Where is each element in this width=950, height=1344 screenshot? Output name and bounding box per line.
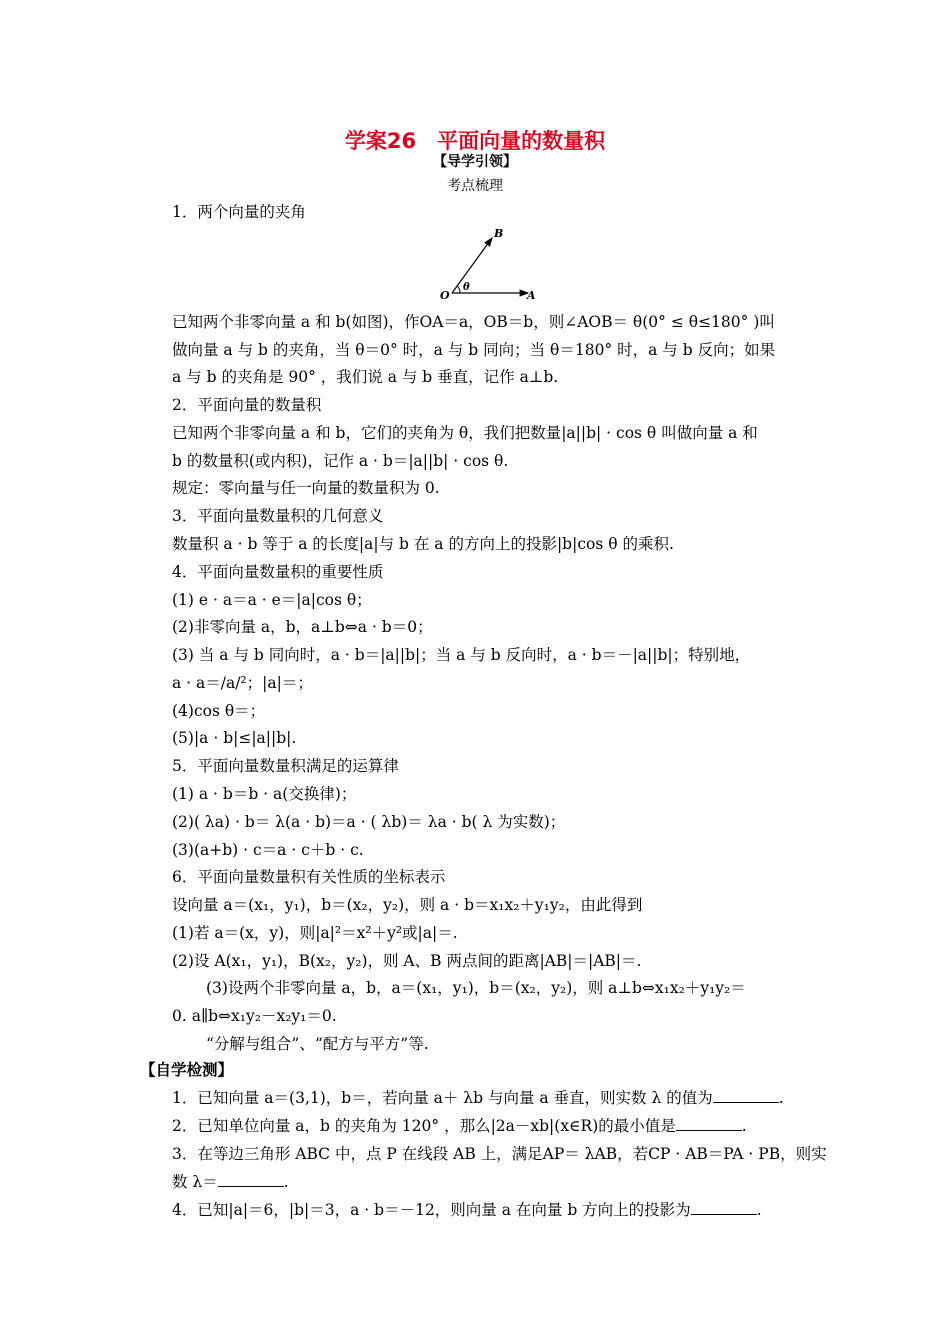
question-2-text: 2．已知单位向量 a，b 的夹角为 120° ，那么|2a－xb|(x∈R)的最小值是 — [172, 1117, 676, 1135]
prop-5: (5)|a · b|≤|a||b|. — [172, 729, 297, 747]
para-1-line-3: a 与 b 的夹角是 90° ，我们说 a 与 b 垂直，记作 a⊥b. — [172, 368, 559, 386]
coord-2: (2)设 A(x₁，y₁)，B(x₂，y₂)，则 A、B 两点间的距离|AB|＝|AB|＝. — [172, 952, 642, 970]
question-3-line-1: 3．在等边三角形 ABC 中，点 P 在线段 AB 上，满足AP＝ λAB，若CP · AB＝PA · PB，则实 — [172, 1145, 827, 1163]
answer-blank-2[interactable] — [676, 1116, 742, 1131]
prop-4: (4)cos θ＝； — [172, 702, 266, 720]
para-1-line-1: 已知两个非零向量 a 和 b(如图)，作OA＝a，OB＝b，则∠AOB＝ θ(0° ≤ θ≤180° )叫 — [172, 313, 775, 331]
method-note: “分解与组合”、“配方与平方”等. — [206, 1035, 429, 1053]
prop-1: (1) e · a＝a · e＝|a|cos θ； — [172, 591, 372, 609]
vector-ob — [452, 238, 492, 293]
item-3-heading: 3．平面向量数量积的几何意义 — [172, 507, 384, 525]
item-4-heading: 4．平面向量数量积的重要性质 — [172, 563, 384, 581]
item-1-heading: 1．两个向量的夹角 — [172, 203, 306, 221]
question-3-text: 数 λ＝ — [172, 1173, 218, 1191]
para-2-rule: 规定：零向量与任一向量的数量积为 0. — [172, 479, 440, 497]
question-4: 4．已知|a|＝6，|b|＝3，a · b＝－12，则向量 a 在向量 b 方向上的投影为 . — [172, 1201, 762, 1219]
answer-blank-3[interactable] — [218, 1172, 284, 1187]
label-o: O — [440, 289, 450, 302]
para-1-line-2: 做向量 a 与 b 的夹角，当 θ＝0° 时，a 与 b 同向；当 θ＝180° 时，a 与 b 反向；如果 — [172, 341, 776, 359]
coord-intro: 设向量 a＝(x₁，y₁)，b＝(x₂，y₂)，则 a · b＝x₁x₂＋y₁y₂，由此得到 — [172, 896, 643, 914]
guide-heading: 【导学引领】 — [433, 154, 517, 170]
coord-3-line-2: 0. a∥b⇔x₁y₂－x₂y₁＝0. — [172, 1007, 337, 1025]
law-3: (3)(a+b) · c＝a · c＋b · c. — [172, 841, 364, 859]
question-4-text: 4．已知|a|＝6，|b|＝3，a · b＝－12，则向量 a 在向量 b 方向上的投影为 — [172, 1201, 691, 1219]
item-6-heading: 6．平面向量数量积有关性质的坐标表示 — [172, 868, 446, 886]
prop-3-line-2: a · a＝/a/²；|a|＝； — [172, 674, 313, 692]
answer-blank-1[interactable] — [713, 1088, 779, 1103]
self-test-heading: 【自学检测】 — [140, 1060, 234, 1079]
prop-3-line-1: (3) 当 a 与 b 同向时，a · b＝|a||b|；当 a 与 b 反向时，a · b＝－|a||b|；特别地， — [172, 646, 751, 664]
question-3-line-2: 数 λ＝ . — [172, 1173, 289, 1191]
question-2: 2．已知单位向量 a，b 的夹角为 120° ，那么|2a－xb|(x∈R)的最小值是 . — [172, 1117, 747, 1135]
question-1-text: 1．已知向量 a＝(3,1)，b＝，若向量 a＋ λb 与向量 a 垂直，则实数 λ 的值为 — [172, 1089, 713, 1107]
prop-2: (2)非零向量 a，b，a⊥b⇔a · b＝0； — [172, 618, 433, 636]
para-2-line-1: 已知两个非零向量 a 和 b，它们的夹角为 θ，我们把数量|a||b| · cos θ 叫做向量 a 和 — [172, 424, 758, 442]
page-title: 学案26 平面向量的数量积 — [344, 129, 606, 153]
para-3-line-1: 数量积 a · b 等于 a 的长度|a|与 b 在 a 的方向上的投影|b|cos θ 的乘积. — [172, 535, 674, 553]
label-b: B — [494, 227, 504, 240]
item-5-heading: 5．平面向量数量积满足的运算律 — [172, 757, 399, 775]
label-a: A — [527, 289, 536, 302]
label-theta: θ — [463, 282, 470, 293]
answer-blank-4[interactable] — [691, 1200, 757, 1215]
coord-3-line-1: (3)设两个非零向量 a，b，a＝(x₁，y₁)，b＝(x₂，y₂)，则 a⊥b⇔x₁x₂＋y₁y₂＝ — [206, 979, 746, 997]
question-1: 1．已知向量 a＝(3,1)，b＝，若向量 a＋ λb 与向量 a 垂直，则实数 λ 的值为 . — [172, 1089, 784, 1107]
angle-arc — [457, 286, 460, 293]
law-2: (2)( λa) · b＝ λ(a · b)＝a · ( λb)＝ λa · b( λ 为实数)； — [172, 813, 566, 831]
section-heading: 考点梳理 — [447, 178, 503, 194]
coord-1: (1)若 a＝(x，y)，则|a|²＝x²＋y²或|a|＝. — [172, 924, 458, 942]
para-2-line-2: b 的数量积(或内积)，记作 a · b＝|a||b| · cos θ. — [172, 452, 509, 470]
item-2-heading: 2．平面向量的数量积 — [172, 396, 322, 414]
law-1: (1) a · b＝b · a(交换律)； — [172, 785, 357, 803]
angle-diagram — [430, 224, 550, 304]
